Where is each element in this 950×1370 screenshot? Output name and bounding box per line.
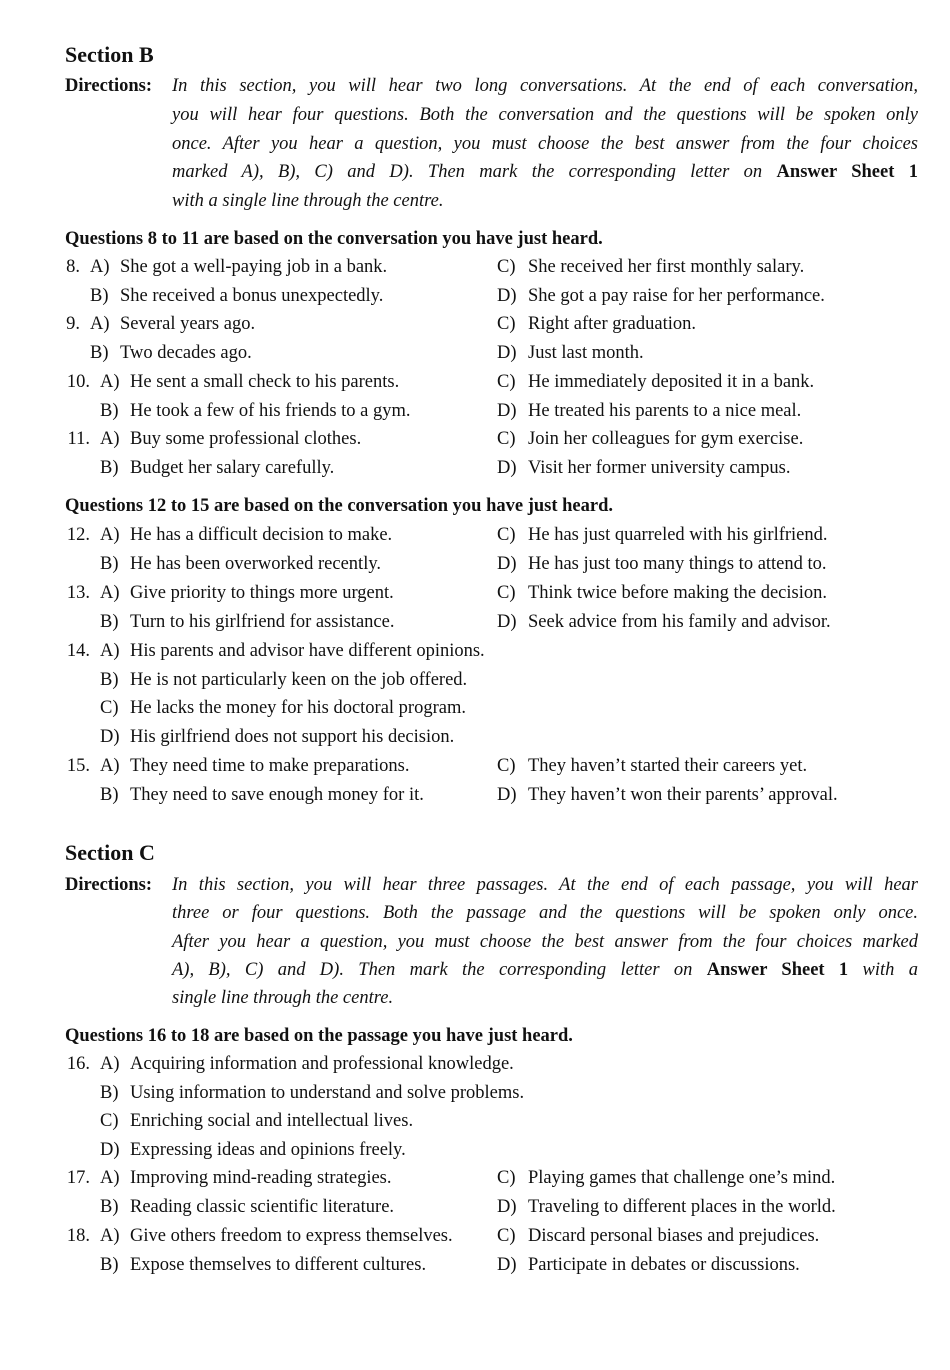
section-b-directions-line: you will hear four questions. Both the conversation and the questions will be spoken only xyxy=(172,105,918,125)
question-14-d xyxy=(0,727,950,755)
option-label: B) xyxy=(100,670,119,690)
option-label: B) xyxy=(100,458,119,478)
option-d: Participate in debates or discussions. xyxy=(528,1255,800,1275)
option-label: A) xyxy=(100,525,120,545)
section-c-directions-line: single line through the centre. xyxy=(172,988,394,1008)
question-8 xyxy=(0,257,950,285)
option-c: Right after graduation. xyxy=(528,314,696,334)
option-label: B) xyxy=(100,1255,119,1275)
section-c-title: Section C xyxy=(65,840,155,865)
question-number: 16. xyxy=(66,1054,90,1074)
option-d: Expressing ideas and opinions freely. xyxy=(130,1140,406,1160)
question-13-bd xyxy=(0,612,950,640)
option-d: Visit her former university campus. xyxy=(528,458,791,478)
option-b: He is not particularly keen on the job offered. xyxy=(130,670,468,690)
question-15-bd xyxy=(0,785,950,813)
option-b: Reading classic scientific literature. xyxy=(130,1197,395,1217)
question-number: 13. xyxy=(66,583,90,603)
option-label: C) xyxy=(497,257,516,277)
answer-sheet-ref: Answer Sheet 1 xyxy=(706,960,849,980)
option-label: D) xyxy=(497,458,517,478)
option-label: C) xyxy=(497,525,516,545)
option-label: B) xyxy=(90,286,109,306)
option-a: His parents and advisor have different opinions. xyxy=(130,641,485,661)
option-label: B) xyxy=(100,1083,119,1103)
option-label: D) xyxy=(497,554,517,574)
option-label: B) xyxy=(100,785,119,805)
option-b: Using information to understand and solve problems. xyxy=(130,1083,525,1103)
option-c: Enriching social and intellectual lives. xyxy=(130,1111,414,1131)
option-c: She received her first monthly salary. xyxy=(528,257,805,277)
question-11-bd xyxy=(0,458,950,486)
option-a: Several years ago. xyxy=(120,314,256,334)
question-number: 14. xyxy=(66,641,90,661)
option-a: Improving mind-reading strategies. xyxy=(130,1168,392,1188)
question-number: 18. xyxy=(66,1226,90,1246)
option-b: Turn to his girlfriend for assistance. xyxy=(130,612,395,632)
option-label: A) xyxy=(100,583,120,603)
option-label: D) xyxy=(100,727,120,747)
section-c-directions-line: After you hear a question, you must choose the best answer from the four choices marked xyxy=(172,932,918,952)
option-b: Two decades ago. xyxy=(120,343,252,363)
question-16 xyxy=(0,1054,950,1082)
question-16-d xyxy=(0,1140,950,1168)
option-label: D) xyxy=(100,1140,120,1160)
question-number: 11. xyxy=(67,429,90,449)
option-label: A) xyxy=(90,314,110,334)
question-group-header: Questions 8 to 11 are based on the conversation you have just heard. xyxy=(65,229,603,249)
section-b-directions-line: In this section, you will hear two long conversations. At the end of each conversation, xyxy=(172,76,918,96)
option-d: They haven’t won their parents’ approval. xyxy=(528,785,838,805)
option-label: D) xyxy=(497,1255,517,1275)
section-b-directions-line: once. After you hear a question, you must choose the best answer from the four choices xyxy=(172,134,918,154)
question-16-b xyxy=(0,1083,950,1111)
option-c: He lacks the money for his doctoral program. xyxy=(130,698,466,718)
option-d: She got a pay raise for her performance. xyxy=(528,286,825,306)
option-a: She got a well-paying job in a bank. xyxy=(120,257,388,277)
option-c: Join her colleagues for gym exercise. xyxy=(528,429,804,449)
question-13 xyxy=(0,583,950,611)
option-a: He sent a small check to his parents. xyxy=(130,372,400,392)
question-number: 9. xyxy=(66,314,80,334)
question-8-bd xyxy=(0,286,950,314)
option-label: B) xyxy=(100,401,119,421)
section-c-directions-label: Directions: xyxy=(65,875,152,895)
option-label: C) xyxy=(497,429,516,449)
option-label: A) xyxy=(100,1226,120,1246)
option-label: C) xyxy=(497,756,516,776)
option-label: C) xyxy=(497,314,516,334)
option-d: Just last month. xyxy=(528,343,644,363)
option-c: He has just quarreled with his girlfriend. xyxy=(528,525,828,545)
option-d: He has just too many things to attend to. xyxy=(528,554,827,574)
option-label: D) xyxy=(497,785,517,805)
option-label: D) xyxy=(497,401,517,421)
option-label: D) xyxy=(497,286,517,306)
option-b: Expose themselves to different cultures. xyxy=(130,1255,427,1275)
option-c: They haven’t started their careers yet. xyxy=(528,756,808,776)
question-14-b xyxy=(0,670,950,698)
question-14-c xyxy=(0,698,950,726)
option-a: Give others freedom to express themselves. xyxy=(130,1226,453,1246)
question-12-bd xyxy=(0,554,950,582)
option-b: Budget her salary carefully. xyxy=(130,458,335,478)
option-b: They need to save enough money for it. xyxy=(130,785,424,805)
option-d: Seek advice from his family and advisor. xyxy=(528,612,831,632)
option-label: A) xyxy=(90,257,110,277)
question-17-bd xyxy=(0,1197,950,1225)
option-a: Give priority to things more urgent. xyxy=(130,583,394,603)
section-c-directions-line: A), B), C) and D). Then mark the corresponding letter on Answer Sheet 1 with a xyxy=(172,960,919,980)
option-label: A) xyxy=(100,372,120,392)
question-number: 12. xyxy=(66,525,90,545)
question-17 xyxy=(0,1168,950,1196)
question-number: 10. xyxy=(66,372,90,392)
option-b: She received a bonus unexpectedly. xyxy=(120,286,384,306)
question-11 xyxy=(0,429,950,457)
option-b: He has been overworked recently. xyxy=(130,554,382,574)
option-label: C) xyxy=(100,1111,119,1131)
option-d: Traveling to different places in the world. xyxy=(528,1197,836,1217)
option-label: C) xyxy=(497,1226,516,1246)
option-a: Buy some professional clothes. xyxy=(130,429,362,449)
option-label: C) xyxy=(497,372,516,392)
option-label: D) xyxy=(497,343,517,363)
option-label: A) xyxy=(100,1054,120,1074)
question-9-bd xyxy=(0,343,950,371)
option-d: He treated his parents to a nice meal. xyxy=(528,401,802,421)
option-c: Playing games that challenge one’s mind. xyxy=(528,1168,836,1188)
option-a: He has a difficult decision to make. xyxy=(130,525,393,545)
option-label: B) xyxy=(100,612,119,632)
question-15 xyxy=(0,756,950,784)
option-label: C) xyxy=(497,1168,516,1188)
question-group-header: Questions 16 to 18 are based on the passage you have just heard. xyxy=(65,1026,573,1046)
question-14 xyxy=(0,641,950,669)
option-label: A) xyxy=(100,641,120,661)
question-18-bd xyxy=(0,1255,950,1283)
option-label: D) xyxy=(497,612,517,632)
option-label: B) xyxy=(100,1197,119,1217)
option-label: D) xyxy=(497,1197,517,1217)
section-c-directions-line: In this section, you will hear three passages. At the end of each passage, you will hear xyxy=(172,875,918,895)
option-c: Discard personal biases and prejudices. xyxy=(528,1226,820,1246)
option-label: A) xyxy=(100,756,120,776)
answer-sheet-ref: Answer Sheet 1 xyxy=(776,162,918,182)
question-10-bd xyxy=(0,401,950,429)
option-label: B) xyxy=(90,343,109,363)
option-a: They need time to make preparations. xyxy=(130,756,410,776)
option-c: Think twice before making the decision. xyxy=(528,583,827,603)
question-group-header: Questions 12 to 15 are based on the conversation you have just heard. xyxy=(65,496,613,516)
option-label: C) xyxy=(497,583,516,603)
question-9 xyxy=(0,314,950,342)
section-b-directions-line: with a single line through the centre. xyxy=(172,191,444,211)
option-d: His girlfriend does not support his decision. xyxy=(130,727,455,747)
option-label: A) xyxy=(100,429,120,449)
option-a: Acquiring information and professional knowledge. xyxy=(130,1054,514,1074)
question-16-c xyxy=(0,1111,950,1139)
section-c-directions-line: three or four questions. Both the passage and the questions will be spoken only once. xyxy=(172,903,918,923)
option-label: C) xyxy=(100,698,119,718)
section-b-title: Section B xyxy=(65,42,154,67)
option-c: He immediately deposited it in a bank. xyxy=(528,372,815,392)
option-label: B) xyxy=(100,554,119,574)
question-number: 8. xyxy=(66,257,80,277)
question-10 xyxy=(0,372,950,400)
question-number: 17. xyxy=(66,1168,90,1188)
section-b-directions-line: marked A), B), C) and D). Then mark the corresponding letter on Answer Sheet 1 xyxy=(172,162,918,182)
option-b: He took a few of his friends to a gym. xyxy=(130,401,411,421)
question-12 xyxy=(0,525,950,553)
section-b-directions-label: Directions: xyxy=(65,76,152,96)
question-number: 15. xyxy=(66,756,90,776)
question-18 xyxy=(0,1226,950,1254)
option-label: A) xyxy=(100,1168,120,1188)
